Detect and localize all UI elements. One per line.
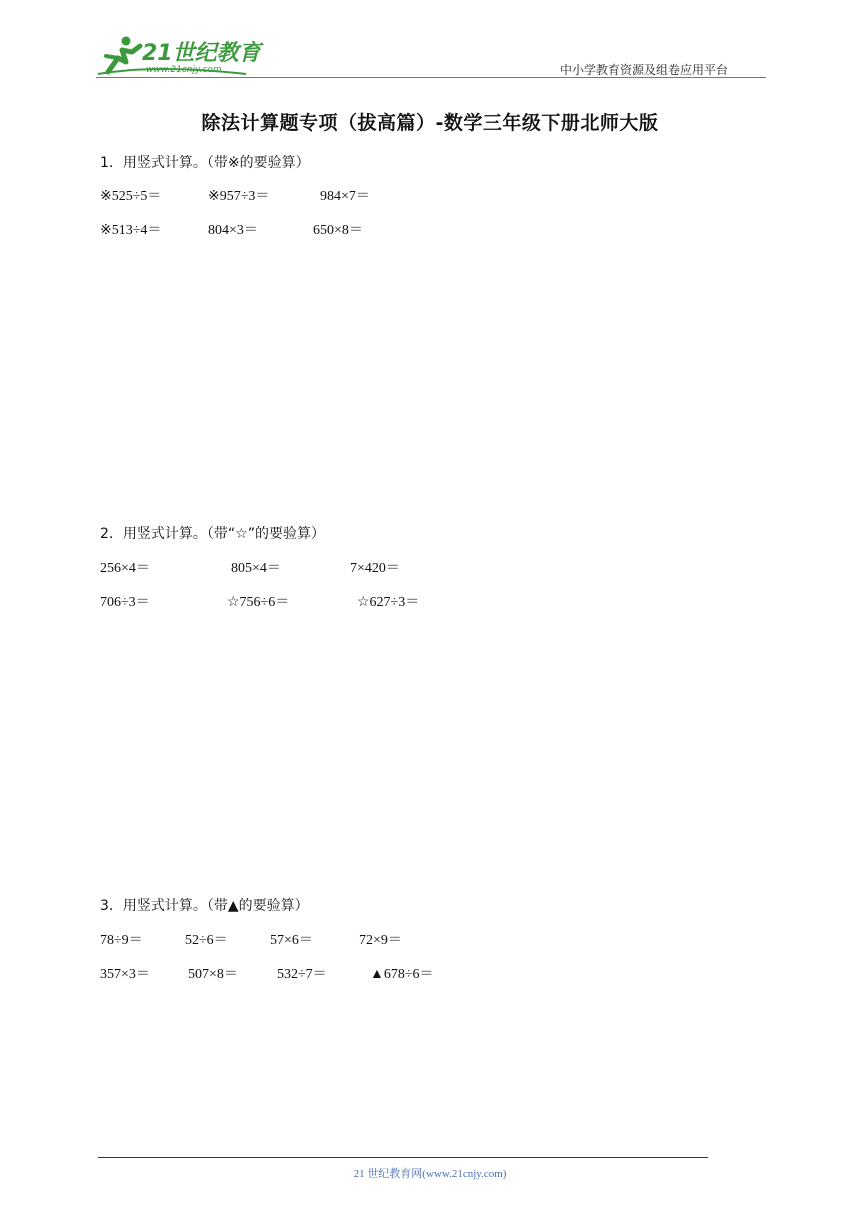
problem: 650×8＝ bbox=[313, 223, 363, 238]
problem: ※957÷3＝ bbox=[208, 189, 270, 204]
problem: ▲678÷6＝ bbox=[370, 967, 434, 982]
site-logo bbox=[96, 34, 266, 78]
footer-divider bbox=[98, 1157, 708, 1158]
problem: ☆756÷6＝ bbox=[227, 595, 290, 610]
problem: 72×9＝ bbox=[359, 933, 402, 948]
question-3-heading: 3．用竖式计算。（带▲的要验算） bbox=[100, 898, 309, 914]
header-platform-text: 中小学教育资源及组卷应用平台 bbox=[560, 63, 729, 77]
question-1-heading: 1．用竖式计算。（带※的要验算） bbox=[100, 155, 310, 171]
problem: 7×420＝ bbox=[350, 561, 400, 576]
problem: 507×8＝ bbox=[188, 967, 238, 982]
page-title: 除法计算题专项（拔高篇）-数学三年级下册北师大版 bbox=[201, 112, 659, 134]
header-divider bbox=[96, 77, 766, 78]
logo-url: www.21cnjy.com bbox=[146, 65, 222, 75]
runner-logo-icon bbox=[96, 34, 266, 78]
problem: ※525÷5＝ bbox=[100, 189, 162, 204]
problem: 57×6＝ bbox=[270, 933, 313, 948]
question-2-heading: 2．用竖式计算。（带“☆”的要验算） bbox=[100, 526, 325, 542]
problem: 357×3＝ bbox=[100, 967, 150, 982]
problem: 804×3＝ bbox=[208, 223, 258, 238]
logo-text: 21世纪教育 bbox=[142, 41, 261, 66]
problem: 52÷6＝ bbox=[185, 933, 228, 948]
problem: ※513÷4＝ bbox=[100, 223, 162, 238]
problem: 984×7＝ bbox=[320, 189, 370, 204]
problem: ☆627÷3＝ bbox=[357, 595, 420, 610]
problem: 706÷3＝ bbox=[100, 595, 150, 610]
problem: 78÷9＝ bbox=[100, 933, 143, 948]
problem: 256×4＝ bbox=[100, 561, 150, 576]
problem: 532÷7＝ bbox=[277, 967, 327, 982]
footer-link[interactable]: 21 世纪教育网(www.21cnjy.com) bbox=[353, 1168, 507, 1180]
problem: 805×4＝ bbox=[231, 561, 281, 576]
